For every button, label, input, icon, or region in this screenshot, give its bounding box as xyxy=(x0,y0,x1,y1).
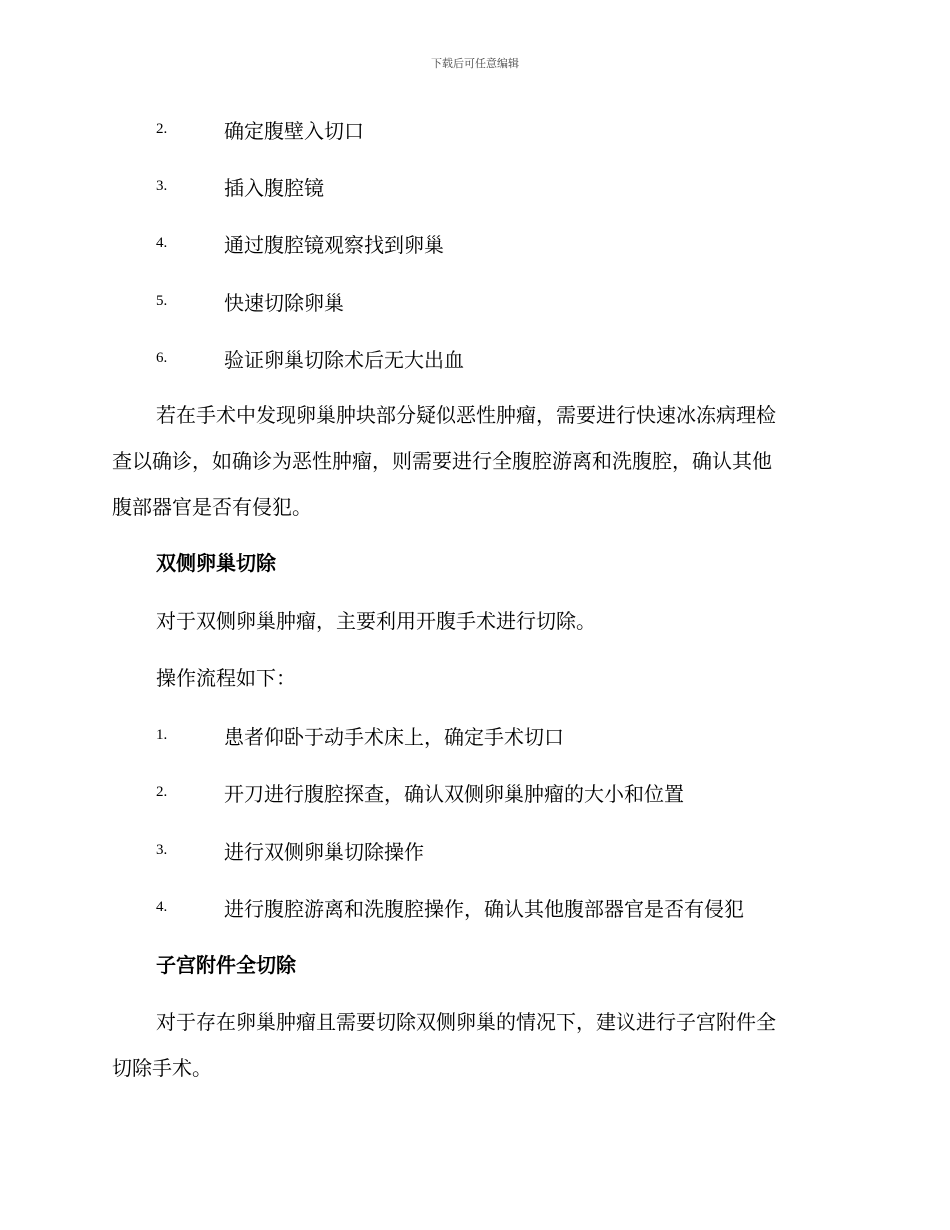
list-number: 2. xyxy=(156,120,168,137)
list-number: 1. xyxy=(156,726,168,743)
list-text: 进行腹腔游离和洗腹腔操作，确认其他腹部器官是否有侵犯 xyxy=(224,896,744,921)
list-item xyxy=(156,892,744,922)
paragraph-line: 查以确诊，如确诊为恶性肿瘤，则需要进行全腹腔游离和洗腹腔，确认其他 xyxy=(112,449,772,473)
list-number: 5. xyxy=(156,292,168,309)
section-heading: 子宫附件全切除 xyxy=(156,953,296,977)
list-number: 4. xyxy=(156,898,168,915)
list-item xyxy=(156,114,364,144)
list-text: 开刀进行腹腔探查，确认双侧卵巢肿瘤的大小和位置 xyxy=(224,781,684,806)
list-item xyxy=(156,720,564,750)
list-number: 2. xyxy=(156,783,168,800)
list-item xyxy=(156,286,344,316)
list-number: 3. xyxy=(156,177,168,194)
section-heading: 双侧卵巢切除 xyxy=(156,551,276,575)
paragraph-line: 切除手术。 xyxy=(112,1056,212,1080)
section-intro: 对于双侧卵巢肿瘤，主要利用开腹手术进行切除。 xyxy=(156,609,596,633)
list-text: 确定腹壁入切口 xyxy=(224,118,364,143)
list-item xyxy=(156,835,424,865)
list-number: 6. xyxy=(156,349,168,366)
list-text: 验证卵巢切除术后无大出血 xyxy=(224,347,464,372)
list-text: 患者仰卧于动手术床上，确定手术切口 xyxy=(224,724,564,749)
paragraph-line: 对于存在卵巢肿瘤且需要切除双侧卵巢的情况下，建议进行子宫附件全 xyxy=(156,1010,776,1034)
list-item xyxy=(156,228,444,258)
page-header: 下载后可任意编辑 xyxy=(431,57,519,70)
paragraph-line: 若在手术中发现卵巢肿块部分疑似恶性肿瘤，需要进行快速冰冻病理检 xyxy=(156,403,776,427)
flow-label: 操作流程如下： xyxy=(156,666,296,690)
paragraph-malignancy xyxy=(112,392,838,530)
list-number: 3. xyxy=(156,841,168,858)
list-item xyxy=(156,171,324,201)
list-number: 4. xyxy=(156,234,168,251)
paragraph-line: 腹部器官是否有侵犯。 xyxy=(112,495,312,519)
list-text: 快速切除卵巢 xyxy=(224,290,344,315)
list-text: 通过腹腔镜观察找到卵巢 xyxy=(224,232,444,257)
list-item xyxy=(156,343,464,373)
list-text: 进行双侧卵巢切除操作 xyxy=(224,839,424,864)
list-text: 插入腹腔镜 xyxy=(224,175,324,200)
paragraph-adnexa xyxy=(112,999,838,1091)
list-item xyxy=(156,777,684,807)
